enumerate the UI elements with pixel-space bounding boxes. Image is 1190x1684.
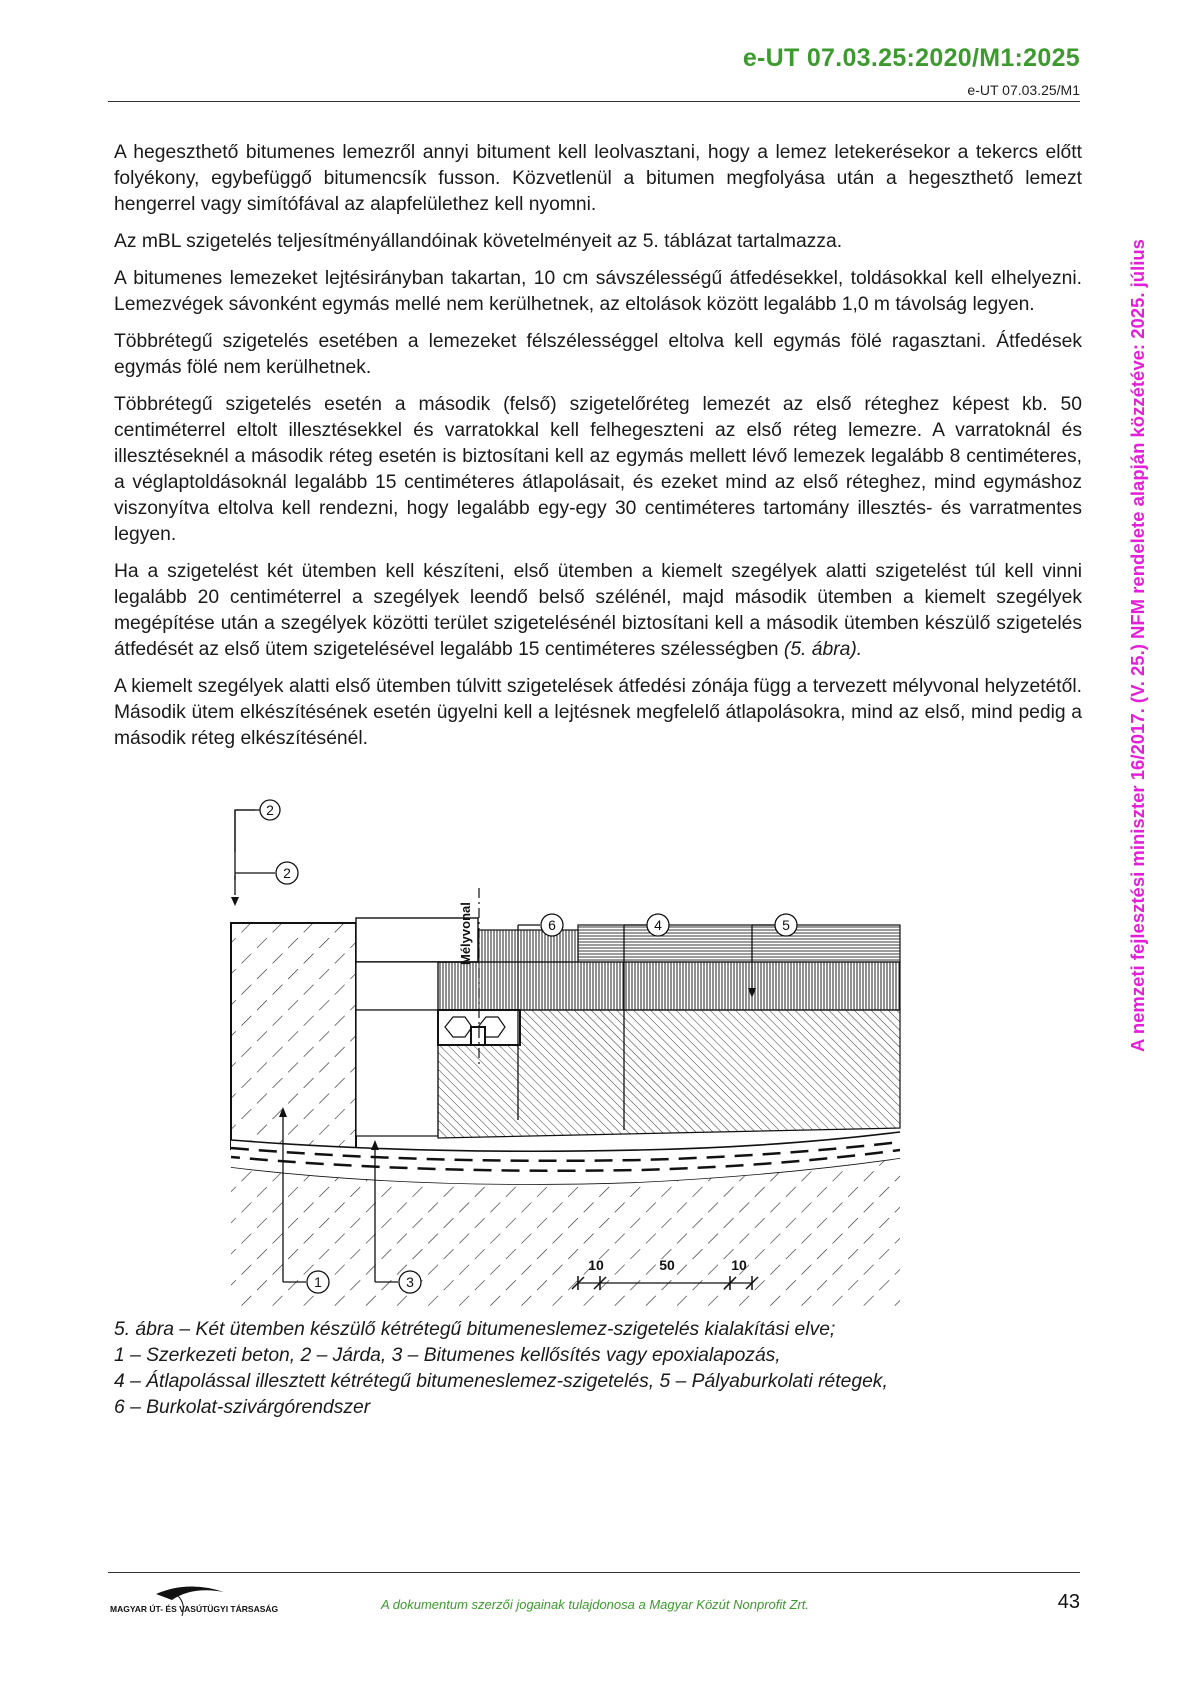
copyright-note: A dokumentum szerzői jogainak tulajdonosa a Magyar Közút Nonprofit Zrt. bbox=[380, 1597, 809, 1612]
dimension-label-2: 50 bbox=[659, 1257, 675, 1273]
paragraph-7: A kiemelt szegélyek alatti első ütemben túlvitt szigetelések átfedési zónája függ a tervezett mélyvonal helyzetétől. Második ütem elkészítésének esetén ügyelni kell a lejtésnek megfelelő átlapolásokra, mind az első, mind pedig a második réteg elkészítésénél. bbox=[114, 676, 1082, 749]
paragraph-6-text: Ha a szigetelést két ütemben kell készíteni, első ütemben a kiemelt szegélyek alatti szigetelést túl kell vinni legalább 20 centiméterrel a szegélyek leendő belső szélénél, majd második ütemben a kiemelt szegélyek megépítése után a szegélyek közötti terület szigetelésénél biztosítani kell a második ütemben készülő szigetelés átfedését az első ütem szigetelésével legalább 15 centiméteres szélességben bbox=[114, 561, 1082, 660]
paragraph-5: Többrétegű szigetelés esetén a második (felső) szigetelőréteg lemezét az első réteghez képest kb. 50 centiméterrel eltolt illesztésekkel és varratokkal kell felhegeszteni az első réteg lemezre. A varratoknál és illesztéseknél a második réteg esetén is biztosítani kell az egymás mellett lévő lemezek legalább 8 centiméteres, a véglaptoldásoknál legalább 15 centiméteres átlapolásait, és ezeket mind az első réteghez, mind egymáshoz viszonyítva eltolva kell rendezni, hogy legalább egy-egy 30 centiméteres tartomány illesztés- és varratmentes legyen. bbox=[114, 394, 1082, 545]
footer-rule bbox=[108, 1572, 1080, 1573]
callout-label-6: 6 bbox=[548, 917, 556, 933]
paragraph-2: Az mBL szigetelés teljesítményállandóinak követelményeit az 5. táblázat tartalmazza. bbox=[114, 231, 843, 252]
callout-label-5: 5 bbox=[782, 917, 790, 933]
depth-line-label: Mélyvonal bbox=[458, 902, 473, 965]
paragraph-1: A hegeszthető bitumenes lemezről annyi bitument kell leolvasztani, hogy a lemez letekerésekor a tekercs előtt folyékony, egybefüggő bitumencsík fusson. Közvetlenül a bitumen megfolyása után a hegeszthető lemezt hengerrel vagy simítófával az alapfelülethez kell nyomni. bbox=[114, 142, 1082, 215]
svg-text:2: 2 bbox=[266, 802, 274, 818]
side-publication-note: A nemzeti fejlesztési miniszter 16/2017. (V. 25.) NFM rendelete alapján közzétéve: 2025. július bbox=[1127, 239, 1148, 1052]
document-code: e-UT 07.03.25:2020/M1:2025 bbox=[742, 44, 1080, 72]
page-number: 43 bbox=[1057, 1591, 1080, 1613]
paragraph-4: Többrétegű szigetelés esetében a lemezeket félszélességgel eltolva kell egymás fölé ragasztani. Átfedések egymás fölé nem kerülhetnek. bbox=[114, 331, 1082, 378]
figure-caption bbox=[114, 1317, 1074, 1421]
caption-line-1: 5. ábra – Két ütemben készülő kétrétegű bitumeneslemez-szigetelés kialakítási elve; bbox=[114, 1319, 836, 1340]
figure-reference: (5. ábra). bbox=[783, 639, 863, 660]
document-subcode: e-UT 07.03.25/M1 bbox=[967, 82, 1080, 98]
callout-label-3: 3 bbox=[406, 1274, 414, 1290]
callout-label-1: 1 bbox=[314, 1274, 322, 1290]
logo-text: MAGYAR ÚT- ÉS VASÚTÜGYI TÁRSASÁG bbox=[110, 1604, 279, 1614]
caption-line-3: 4 – Átlapolással illesztett kétrétegű bitumeneslemez-szigetelés, 5 – Pályaburkolati rétegek, bbox=[114, 1371, 888, 1392]
dimension-label-1: 10 bbox=[588, 1257, 604, 1273]
callout-label-4: 4 bbox=[654, 917, 662, 933]
caption-line-2: 1 – Szerkezeti beton, 2 – Járda, 3 – Bitumenes kellősítés vagy epoxialapozás, bbox=[114, 1345, 781, 1366]
paragraph-3: A bitumenes lemezeket lejtésirányban takartan, 10 cm sávszélességű átfedésekkel, toldásokkal kell elhelyezni. Lemezvégek sávonként egymás mellé nem kerülhetnek, az eltolások között legalább 1,0 m távolság legyen. bbox=[114, 268, 1082, 315]
callout-label-2: 2 bbox=[283, 865, 291, 881]
dimension-label-3: 10 bbox=[731, 1257, 747, 1273]
caption-line-4: 6 – Burkolat-szivárgórendszer bbox=[114, 1397, 371, 1418]
